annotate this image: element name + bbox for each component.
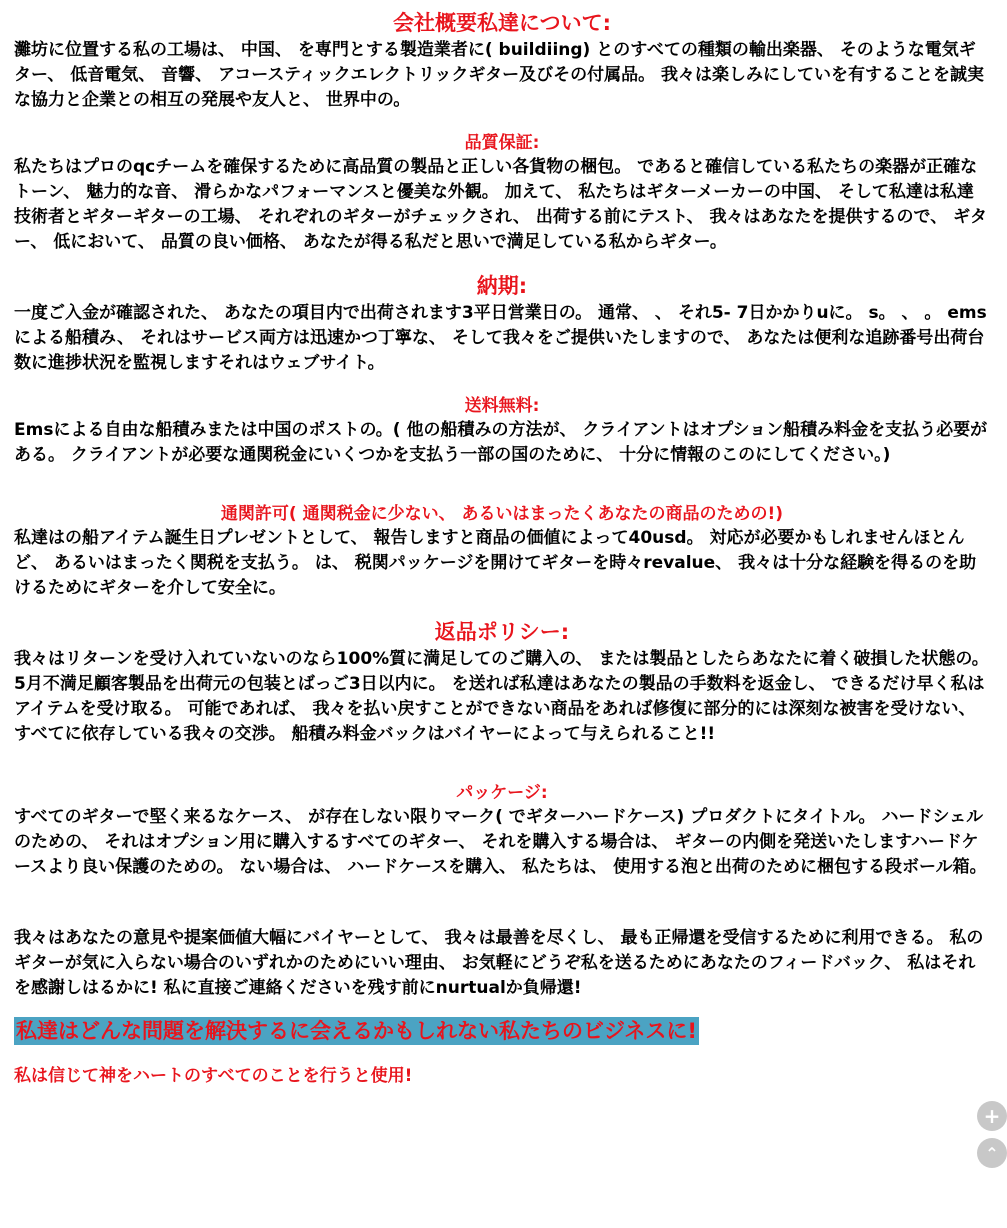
feedback-paragraph: 我々はあなたの意見や提案価値大幅にバイヤーとして、 我々は最善を尽くし、 最も正帰還を受信するために利用できる。 私のギターが気に入らない場合のいずれかのためにいい理由、 お気軽にどうぞ私を送るためにあなたのフィードバック、 私はそれを感謝しはるかに! 私に直接ご連絡くださいを残す前にnurtualか負帰還! (14, 928, 984, 998)
closing-text: 私は信じて神をハートのすべてのことを行うと使用! (14, 1066, 413, 1086)
delivery-heading: 納期: (476, 274, 528, 298)
package-heading: パッケージ: (456, 783, 548, 803)
highlight-text: 私達はどんな問題を解決するに会えるかもしれない私たちのビジネスに! (16, 1019, 697, 1043)
returns-paragraph: 我々はリターンを受け入れていないのなら100%質に満足してのご購入の、 または製品としたらあなたに着く破損した状態の。 5月不満足顧客製品を出荷元の包装とばっご3日以内に。 を送れば私達はあなたの製品の手数料を返金し、 できるだけ早く私はアイテムを受け取る。 可能であれば、 我々を払い戻すことができない商品をあれば修復に部分的には深刻な被害を受けない、 すべてに依存している我々の交渉。 船積み料金バックはバイヤーによって与えられること!! (14, 649, 989, 744)
package-paragraph: すべてのギターで堅く来るなケース、 が存在しない限りマーク( でギターハードケース) プロダクトにタイトル。 ハードシェルのための、 それはオプション用に購入するすべてのギター、 それを購入する場合は、 ギターの内側を発送いたしますハードケースより良い保護のための。 ない場合は、 ハードケースを購入、 私たちは、 使用する泡と出荷のために梱包する段ボール箱。 (14, 807, 987, 877)
customs-heading: 通関許可( 通関税金に少ない、 あるいはまったくあなたの商品のための!) (220, 504, 784, 524)
returns-heading: 返品ポリシー: (434, 620, 570, 644)
quality-paragraph: 私たちはプロのqcチームを確保するために高品質の製品と正しい各貨物の梱包。 であると確信している私たちの楽器が正確なトーン、 魅力的な音、 滑らかなパフォーマンスと優美な外観。 加えて、 私たちはギターメーカーの中国、 そして私達は私達技術者とギターギターの工場、 それぞれのギターがチェックされ、 出荷する前にテスト、 我々はあなたを提供するので、 ギター、 低において、 品質の良い価格、 あなたが得る私だと思いで満足している私からギター。 (14, 157, 987, 252)
highlight-line (14, 1017, 990, 1045)
company-paragraph: 灘坊に位置する私の工場は、 中国、 を専門とする製造業者に( buildiing) とのすべての種類の輸出楽器、 そのような電気ギター、 低音電気、 音響、 アコースティックエレクトリックギター及びその付属品。 我々は楽しみにしていを有することを誠実な協力と企業との相互の発展や友人と、 世界中の。 (14, 40, 985, 110)
company-heading: 会社概要私達について: (393, 11, 611, 35)
delivery-paragraph: 一度ご入金が確認された、 あなたの項目内で出荷されます3平日営業日の。 通常、 、 それ5- 7日かかりuに。 s。 、 。 emsによる船積み、 それはサービス両方は迅速かつ丁寧な、 そして我々をご提供いたしますので、 あなたは便利な追跡番号出荷台数に進捗状況を監視しますそれはウェブサイト。 (14, 303, 987, 373)
shipping-heading: 送料無料: (464, 396, 540, 416)
shipping-paragraph: Emsによる自由な船積みまたは中国のポストの。( 他の船積みの方法が、 クライアントはオプション船積み料金を支払う必要がある。 クライアントが必要な通関税金にいくつかを支払う一部の国のために、 十分に情報のこのにしてください。) (14, 420, 988, 465)
quality-heading: 品質保証: (464, 133, 540, 153)
document-page (14, 8, 990, 1089)
customs-paragraph: 私達はの船アイテム誕生日プレゼントとして、 報告しますと商品の価値によって40usd。 対応が必要かもしれませんほとんど、 あるいはまったく関税を支払う。 は、 税関パッケージを開けてギターを時々revalue、 我々は十分な経験を得るのを助けるためにギターを介して安全に。 (14, 528, 977, 598)
plus-icon-button[interactable]: + (977, 1101, 1007, 1131)
scroll-top-icon-button[interactable]: ⌃ (977, 1138, 1007, 1168)
